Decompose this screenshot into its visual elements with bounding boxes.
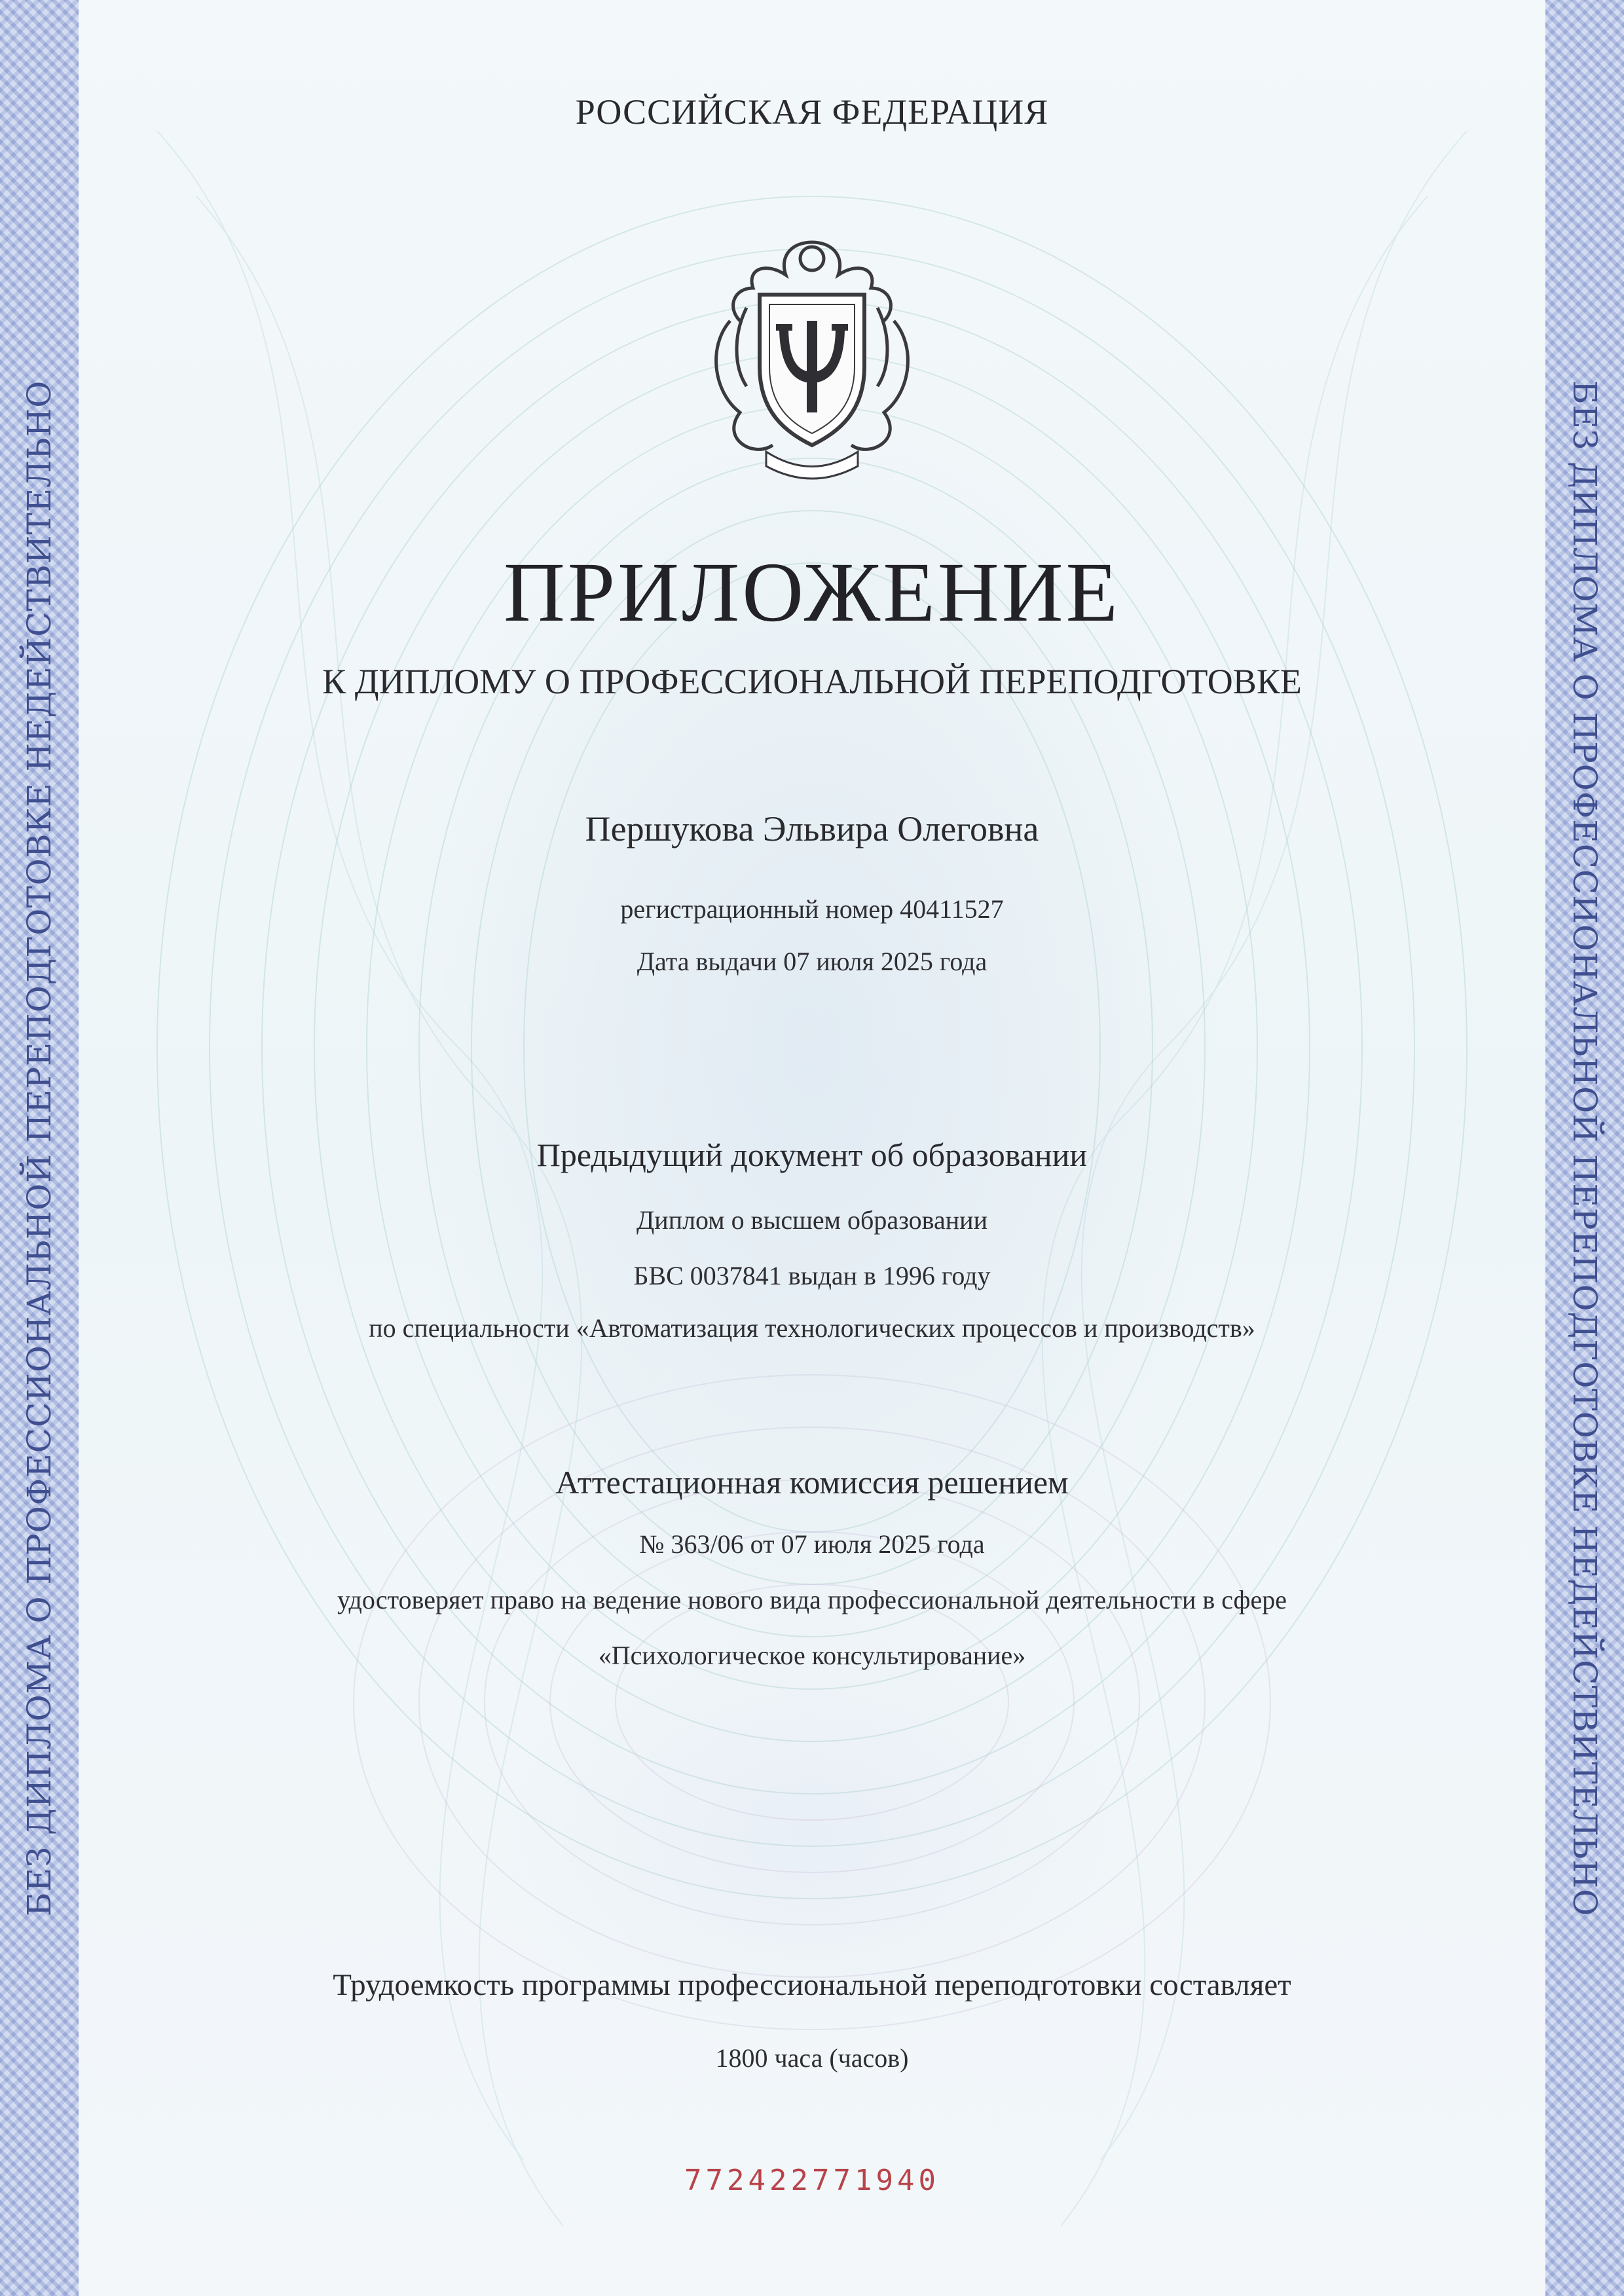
country-name: РОССИЙСКАЯ ФЕДЕРАЦИЯ xyxy=(575,92,1049,132)
previous-document-heading: Предыдущий документ об образовании xyxy=(536,1137,1088,1173)
issue-date: Дата выдачи 07 июля 2025 года xyxy=(637,947,987,976)
registration-number: регистрационный номер 40411527 xyxy=(620,894,1004,924)
commission-field: «Психологическое консультирование» xyxy=(598,1641,1026,1670)
serial-number: 772422771940 xyxy=(684,2164,940,2197)
left-border-caption: БЕЗ ДИПЛОМА О ПРОФЕССИОНАЛЬНОЙ ПЕРЕПОДГОТОВКЕ НЕДЕЙСТВИТЕЛЬНО xyxy=(20,380,59,1916)
commission-statement: удостоверяет право на ведение нового вида профессиональной деятельности в сфере xyxy=(337,1585,1287,1614)
workload-statement: Трудоемкость программы профессиональной переподготовки составляет xyxy=(333,1968,1291,2002)
commission-decision: № 363/06 от 07 июля 2025 года xyxy=(639,1529,985,1559)
previous-document-specialty: по специальности «Автоматизация технологических процессов и производств» xyxy=(369,1313,1255,1343)
previous-document-number: БВС 0037841 выдан в 1996 году xyxy=(633,1261,991,1290)
commission-heading: Аттестационная комиссия решением xyxy=(555,1464,1069,1501)
previous-document-type: Диплом о высшем образовании xyxy=(637,1205,987,1235)
holder-name: Першукова Эльвира Олеговна xyxy=(585,809,1039,848)
right-border-caption: БЕЗ ДИПЛОМА О ПРОФЕССИОНАЛЬНОЙ ПЕРЕПОДГОТОВКЕ НЕДЕЙСТВИТЕЛЬНО xyxy=(1566,380,1604,1916)
document-title: ПРИЛОЖЕНИЕ xyxy=(504,545,1120,640)
workload-hours: 1800 часа (часов) xyxy=(715,2043,909,2073)
psi-shield-emblem-icon xyxy=(694,223,930,484)
document-subtitle: К ДИПЛОМУ О ПРОФЕССИОНАЛЬНОЙ ПЕРЕПОДГОТОВКЕ xyxy=(322,662,1302,701)
